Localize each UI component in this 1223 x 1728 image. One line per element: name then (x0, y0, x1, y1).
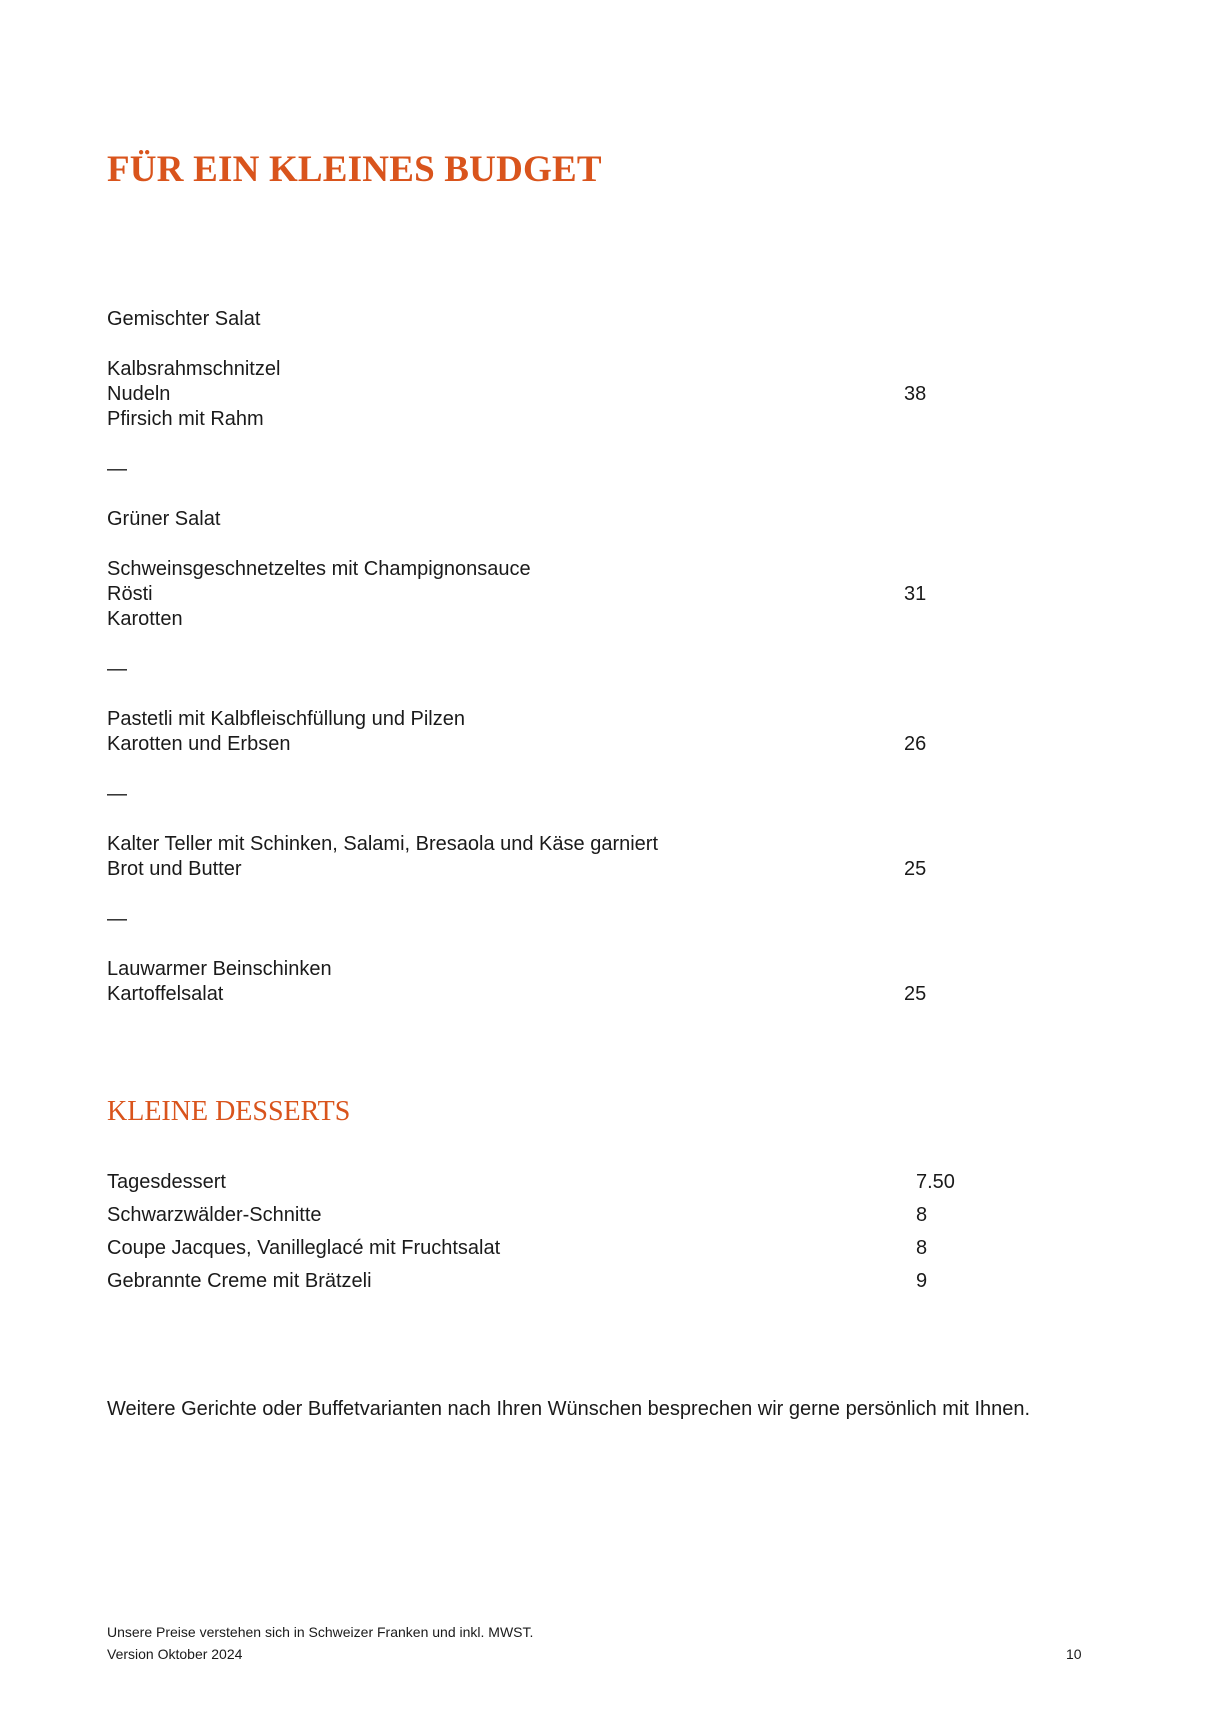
menu-main-line: Karotten (107, 608, 183, 630)
menu-price: 25 (904, 983, 927, 1005)
dessert-name: Gebrannte Creme mit Brätzeli (107, 1270, 372, 1292)
menu-item (107, 957, 1007, 1007)
menu-separator: — (107, 908, 127, 930)
dessert-price: 9 (916, 1270, 928, 1292)
menu-starter: Grüner Salat (107, 508, 221, 530)
menu-price: 25 (904, 858, 927, 880)
dessert-item (107, 1232, 1007, 1265)
closing-note: Weitere Gerichte oder Buffetvarianten nach Ihren Wünschen besprechen wir gerne persönlich mit Ihnen. (107, 1398, 1031, 1420)
dessert-list (107, 1166, 1007, 1298)
dessert-item (107, 1199, 1007, 1232)
menu-main-line: Pfirsich mit Rahm (107, 408, 264, 430)
menu-item (107, 707, 1007, 757)
dessert-price: 7.50 (916, 1171, 955, 1193)
menu-main-line: Nudeln (107, 383, 171, 405)
menu-main-line: Brot und Butter (107, 858, 242, 880)
dessert-price: 8 (916, 1237, 928, 1259)
dessert-name: Tagesdessert (107, 1171, 226, 1193)
footer-version: Version Oktober 2024 (107, 1646, 243, 1662)
menu-separator: — (107, 458, 127, 480)
footer (107, 1621, 533, 1665)
menu-main-line: Kartoffelsalat (107, 983, 224, 1005)
menu-main-line: Rösti (107, 583, 153, 605)
footer-price-note: Unsere Preise verstehen sich in Schweizer Franken und inkl. MWST. (107, 1624, 534, 1640)
menu-main-line: Pastetli mit Kalbfleischfüllung und Pilzen (107, 708, 465, 730)
dessert-item (107, 1265, 1007, 1298)
menu-main-line: Kalter Teller mit Schinken, Salami, Bresaola und Käse garniert (107, 833, 659, 855)
menu-starter: Gemischter Salat (107, 308, 261, 330)
menu-main-line: Schweinsgeschnetzeltes mit Champignonsauce (107, 558, 531, 580)
menu-price: 31 (904, 583, 927, 605)
menu-item (107, 307, 1007, 432)
desserts-title: KLEINE DESSERTS (107, 1096, 351, 1127)
menu-price: 38 (904, 383, 927, 405)
dessert-name: Schwarzwälder-Schnitte (107, 1204, 322, 1226)
page-title: FÜR EIN KLEINES BUDGET (107, 149, 602, 190)
menu-main-line: Karotten und Erbsen (107, 733, 291, 755)
menu-separator: — (107, 783, 127, 805)
menu-main-line: Kalbsrahmschnitzel (107, 358, 281, 380)
menu-item (107, 832, 1007, 882)
dessert-name: Coupe Jacques, Vanilleglacé mit Fruchtsalat (107, 1237, 501, 1259)
menu-separator: — (107, 658, 127, 680)
menu-item (107, 507, 1007, 632)
menu-main-line: Lauwarmer Beinschinken (107, 958, 332, 980)
page-number: 10 (1066, 1646, 1082, 1662)
dessert-price: 8 (916, 1204, 928, 1226)
budget-menus (107, 307, 1007, 1007)
menu-price: 26 (904, 733, 927, 755)
dessert-item (107, 1166, 1007, 1199)
